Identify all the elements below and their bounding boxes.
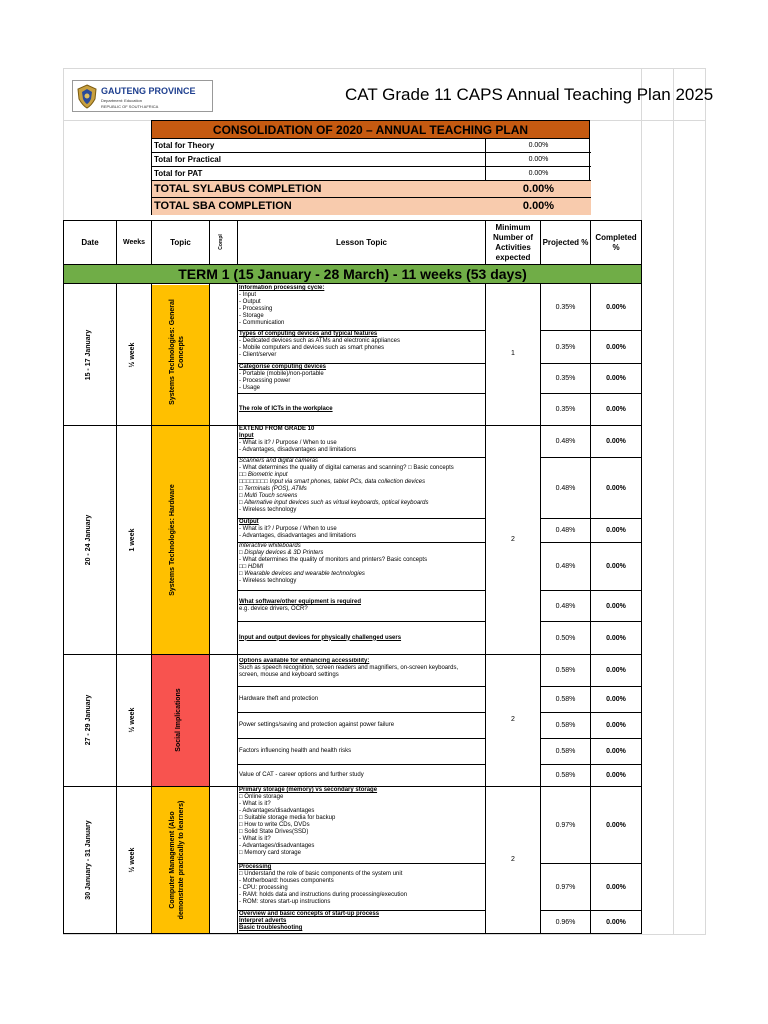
projected-b1-r1: 0.35% (555, 304, 576, 311)
lesson-b1-r4: The role of ICTs in the workplace (239, 406, 333, 412)
lesson-b4-r3: Overview and basic concepts of start-up process Interpret adverts Basic troubleshooting (239, 911, 380, 931)
lesson-b2-r3: Output - What is it? / Purpose / When to use - Advantages, disadvantages and limitations (239, 519, 357, 539)
col-topic: Topic (170, 238, 191, 247)
completed-b4-r2: 0.00% (606, 883, 626, 891)
lesson-b3-r1: Options available for enhancing accessibility: Such as speech recognition, screen readers and magnifiers, on-screen keyboards, screen, mouse and keyboard settings (239, 658, 459, 678)
block3-date: 27 - 29 January (85, 694, 92, 746)
lesson-b1-r1: Information processing cycle: - Input - Output - Processing - Storage - Communication (239, 285, 325, 326)
completed-b2-r4: 0.00% (606, 563, 626, 570)
completed-b1-r3: 0.00% (606, 375, 626, 382)
lesson-b3-r5: Value of CAT - career options and further study (239, 772, 364, 778)
pat-value: 0.00% (528, 170, 549, 177)
practical-value: 0.00% (528, 156, 549, 163)
sba-row (152, 198, 591, 215)
logo-sub1: Department: Education (101, 98, 142, 103)
block4-date: 30 January - 31 January (85, 820, 92, 900)
lesson-b3-r4: Factors influencing health and health risks (239, 748, 352, 754)
projected-b3-r3: 0.58% (555, 722, 576, 729)
term-banner: TERM 1 (15 January - 28 March) - 11 weeks (53 days) (64, 265, 641, 284)
block4-topic-text: Computer Management (Also demonstrate practically to learners) (169, 800, 185, 920)
block2-activities: 2 (511, 536, 515, 543)
col-completed: Completed % (595, 232, 637, 252)
completed-b1-r2: 0.00% (606, 343, 626, 351)
sba-label: TOTAL SBA COMPLETION (154, 200, 292, 212)
completed-b2-r2: 0.00% (606, 484, 626, 492)
projected-b3-r1: 0.58% (555, 667, 576, 674)
projected-b2-r6: 0.50% (555, 634, 576, 642)
col-projected: Projected % (542, 238, 589, 247)
projected-b2-r5: 0.48% (555, 602, 576, 610)
projected-b2-r1: 0.48% (555, 438, 576, 445)
completed-b4-r3: 0.00% (606, 918, 626, 926)
lesson-b1-r3: Categorise computing devices - Portable (mobile)/non-portable - Processing power - Usage (239, 364, 327, 391)
col-min-activities: Minimum Number of Activities expected (493, 222, 533, 262)
sylabus-label: TOTAL SYLABUS COMPLETION (154, 183, 322, 195)
completed-b3-r4: 0.00% (606, 748, 626, 755)
block3-weeks: ½ week (129, 707, 136, 733)
block1-weeks: ½ week (129, 342, 136, 368)
col-weeks: Weeks (122, 239, 146, 246)
lesson-b1-r2: Types of computing devices and typical features - Dedicated devices such as ATMs and electronic appliances - Mobile computers and devices such as smart phones - Client/server (239, 331, 400, 358)
lesson-b2-r4: Interactive whiteboards □ Display devices & 3D Printers - What determines the quality of monitors and printers? Basic concepts □□ HDMI □ Wearable devices and wearable technologies - Wireless technology (239, 543, 428, 584)
projected-b1-r4: 0.35% (555, 406, 576, 413)
logo (72, 80, 213, 112)
block1-activities: 1 (511, 350, 515, 357)
lesson-b3-r3: Power settings/saving and protection against power failure (239, 722, 395, 728)
projected-b4-r3: 0.96% (555, 918, 576, 926)
block3-topic: Social Implications (175, 688, 182, 752)
block4-topic (168, 790, 192, 930)
completed-b4-r1: 0.00% (606, 821, 626, 829)
lesson-b3-r2: Hardware theft and protection (239, 696, 319, 702)
lesson-b2-r6: Input and output devices for physically challenged users (239, 634, 402, 641)
projected-b3-r4: 0.58% (555, 748, 576, 755)
pat-label: Total for PAT (154, 169, 203, 178)
projected-b2-r2: 0.48% (555, 484, 576, 492)
completed-b3-r3: 0.00% (606, 722, 626, 729)
completed-b1-r4: 0.00% (606, 406, 626, 413)
block2-weeks: 1 week (129, 528, 136, 552)
col-compl: Compl (218, 234, 224, 250)
logo-sub2: REPUBLIC OF SOUTH AFRICA (101, 104, 159, 109)
completed-b2-r5: 0.00% (606, 602, 626, 610)
consolidation-table (151, 139, 590, 215)
coat-of-arms-icon (76, 84, 98, 109)
projected-b3-r5: 0.58% (555, 772, 576, 779)
consolidation-heading: CONSOLIDATION OF 2020 – ANNUAL TEACHING PLAN (151, 120, 590, 139)
projected-b4-r1: 0.97% (555, 821, 576, 829)
page-title: CAT Grade 11 CAPS Annual Teaching Plan 2025 (345, 85, 714, 104)
completed-b2-r6: 0.00% (606, 634, 626, 642)
lesson-b4-r1: Primary storage (memory) vs secondary storage □ Online storage - What is it? - Advantages/disadvantages □ Suitable storage media for backup □ How to write CDs, DVDs □ Solid State Drives(SSD) - What is it? - Advantages/disadvantages □ Memory card storage (239, 787, 378, 856)
block4-activities: 2 (511, 856, 515, 863)
block2-date: 20 - 24 January (85, 514, 92, 566)
block2-topic-text: Systems Technologies: Hardware (169, 484, 176, 596)
theory-label: Total for Theory (154, 141, 215, 150)
sba-value: 0.00% (522, 200, 555, 212)
projected-b1-r2: 0.35% (555, 343, 576, 351)
completed-b3-r2: 0.00% (606, 696, 626, 703)
block1-topic-text: Systems Technologies: General Concepts (169, 299, 185, 405)
projected-b3-r2: 0.58% (555, 696, 576, 703)
completed-b2-r1: 0.00% (606, 438, 626, 445)
completed-b1-r1: 0.00% (606, 304, 626, 311)
lesson-b4-r2: Processing □ Understand the role of basic components of the system unit - Motherboard: houses components - CPU: processing - RAM: holds data and instructions during processing/execution - ROM: stores start-up instructions (239, 864, 408, 905)
col-date: Date (81, 238, 99, 247)
sylabus-row (152, 181, 591, 197)
lesson-b2-r2: Scanners and digital cameras - What determines the quality of digital cameras and scanning? □ Basic concepts □□ Biometric input □□□□□□□□ Input via smart phones, tablet PCs, data collection devices □ Terminals (POS), ATMs □ Multi Touch screens □ Alternative input devices such as virtual keyboards, optical keyboards - Wireless technology (239, 458, 454, 513)
projected-b2-r4: 0.48% (555, 563, 576, 570)
projected-b4-r2: 0.97% (555, 883, 576, 891)
sylabus-value: 0.00% (522, 183, 555, 195)
completed-b2-r3: 0.00% (606, 527, 626, 534)
lesson-b2-r1: EXTEND FROM GRADE 10 Input - What is it? / Purpose / When to use - Advantages, disadvantages and limitations (239, 426, 357, 453)
practical-label: Total for Practical (154, 155, 221, 164)
completed-b3-r1: 0.00% (606, 667, 626, 674)
block1-date: 15 - 17 January (85, 329, 92, 381)
logo-name: GAUTENG PROVINCE (101, 86, 196, 96)
projected-b1-r3: 0.35% (555, 375, 576, 382)
lesson-b2-r5: What software/other equipment is required e.g. device drivers, OCR? (239, 599, 362, 612)
theory-value: 0.00% (528, 142, 549, 149)
block3-activities: 2 (511, 716, 515, 723)
completed-b3-r5: 0.00% (606, 772, 626, 779)
block1-topic (168, 292, 192, 412)
col-lesson-topic: Lesson Topic (336, 238, 387, 247)
block2-topic (168, 460, 192, 620)
block4-weeks: ½ week (129, 847, 136, 873)
projected-b2-r3: 0.48% (555, 527, 576, 534)
